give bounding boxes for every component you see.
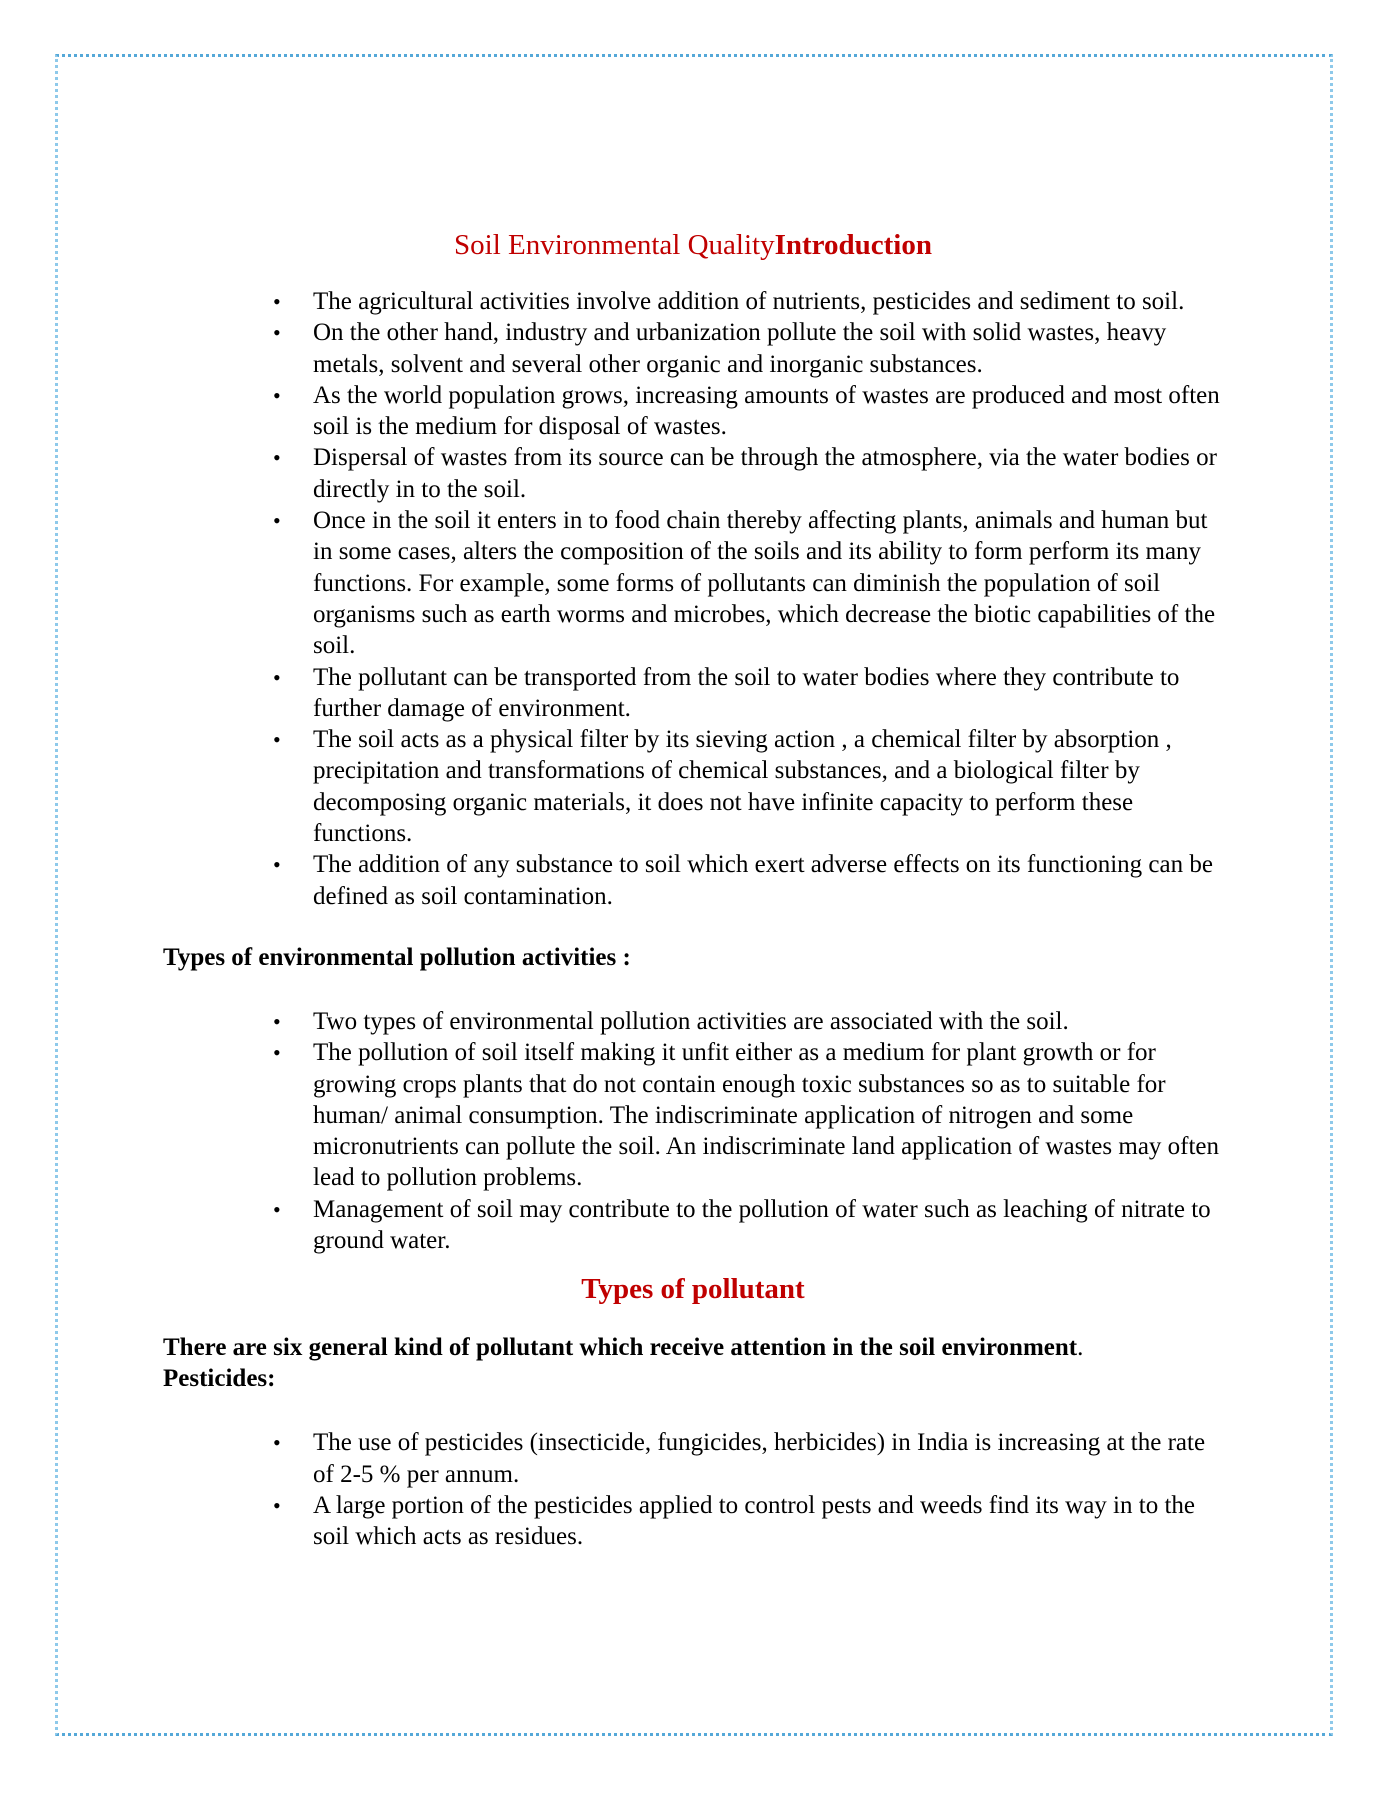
- list-item: • Once in the soil it enters in to food chain thereby affecting plants, animals and human but in some cases, alters the composition of the soils and its ability to form perform its many functions. For example, some forms of pollutants can diminish the population of soil organisms such as earth worms and microbes, which decrease the biotic capabilities of the soil.: [273, 507, 1216, 660]
- activities-list: [163, 1006, 1223, 1256]
- title-bold: Introduction: [774, 229, 932, 261]
- bullet-icon: •: [273, 1430, 281, 1456]
- six-kinds-paragraph: [163, 1332, 1223, 1363]
- list-item: • On the other hand, industry and urbanization pollute the soil with solid wastes, heavy metals, solvent and several other organic and inorganic substances.: [273, 319, 1167, 378]
- list-item: • Management of soil may contribute to the pollution of water such as leaching of nitrate to ground water.: [273, 1195, 1211, 1255]
- six-kinds-period: .: [1077, 1334, 1084, 1362]
- bullet-icon: •: [273, 727, 281, 753]
- list-item: • The use of pesticides (insecticide, fungicides, herbicides) in India is increasing at the rate of 2-5 % per annum.: [273, 1429, 1206, 1488]
- list-item: • The soil acts as a physical filter by its sieving action , a chemical filter by absorption , precipitation and transformations of chemical substances, and a biological filter by decomposing organic materials, it does not have infinite capacity to perform these functions.: [273, 726, 1172, 848]
- pesticides-list: [163, 1427, 1223, 1552]
- bullet-icon: •: [273, 289, 281, 314]
- list-item: • A large portion of the pesticides applied to control pests and weeds find its way in to the soil which acts as residues.: [273, 1491, 1195, 1551]
- bullet-icon: •: [273, 508, 281, 534]
- list-item: • As the world population grows, increasing amounts of wastes are produced and most often soil is the medium for disposal of wastes.: [273, 381, 1220, 441]
- pollutant-heading: Types of pollutant: [581, 1273, 805, 1306]
- bullet-icon: •: [273, 1040, 281, 1066]
- page-title: [163, 226, 1223, 264]
- bullet-icon: •: [273, 852, 281, 878]
- document-body: [163, 226, 1223, 1553]
- list-item: • The addition of any substance to soil which exert adverse effects on its functioning can be defined as soil contamination.: [273, 851, 1213, 910]
- list-item: • The pollution of soil itself making it unfit either as a medium for plant growth or for growing crops plants that do not contain enough toxic substances so as to suitable for human/ animal consumption. The indiscriminate application of nitrogen and some micronutrients can pollute the soil. An indiscriminate land application of wastes may often lead to pollution problems.: [273, 1039, 1220, 1192]
- bullet-icon: •: [273, 1492, 281, 1518]
- pesticides-heading: Pesticides:: [163, 1365, 276, 1393]
- activities-heading: Types of environmental pollution activities :: [163, 943, 631, 971]
- bullet-icon: •: [273, 445, 281, 471]
- list-item: • The agricultural activities involve addition of nutrients, pesticides and sediment to soil.: [313, 286, 1223, 317]
- bullet-icon: •: [273, 1196, 281, 1222]
- bullet-icon: •: [273, 664, 281, 690]
- title-regular: Soil Environmental Quality: [454, 229, 775, 261]
- intro-list: [163, 286, 1223, 912]
- bullet-icon: •: [273, 1008, 281, 1034]
- list-item: • Dispersal of wastes from its source can be through the atmosphere, via the water bodies or directly in to the soil.: [273, 444, 1217, 503]
- bullet-icon: •: [273, 320, 281, 346]
- bullet-icon: •: [273, 382, 281, 408]
- six-kinds-text: There are six general kind of pollutant which receive attention in the soil environment: [163, 1334, 1078, 1362]
- list-item: • The pollutant can be transported from the soil to water bodies where they contribute to further damage of environment.: [273, 663, 1180, 722]
- list-item: • Two types of environmental pollution activities are associated with the soil.: [313, 1006, 1223, 1037]
